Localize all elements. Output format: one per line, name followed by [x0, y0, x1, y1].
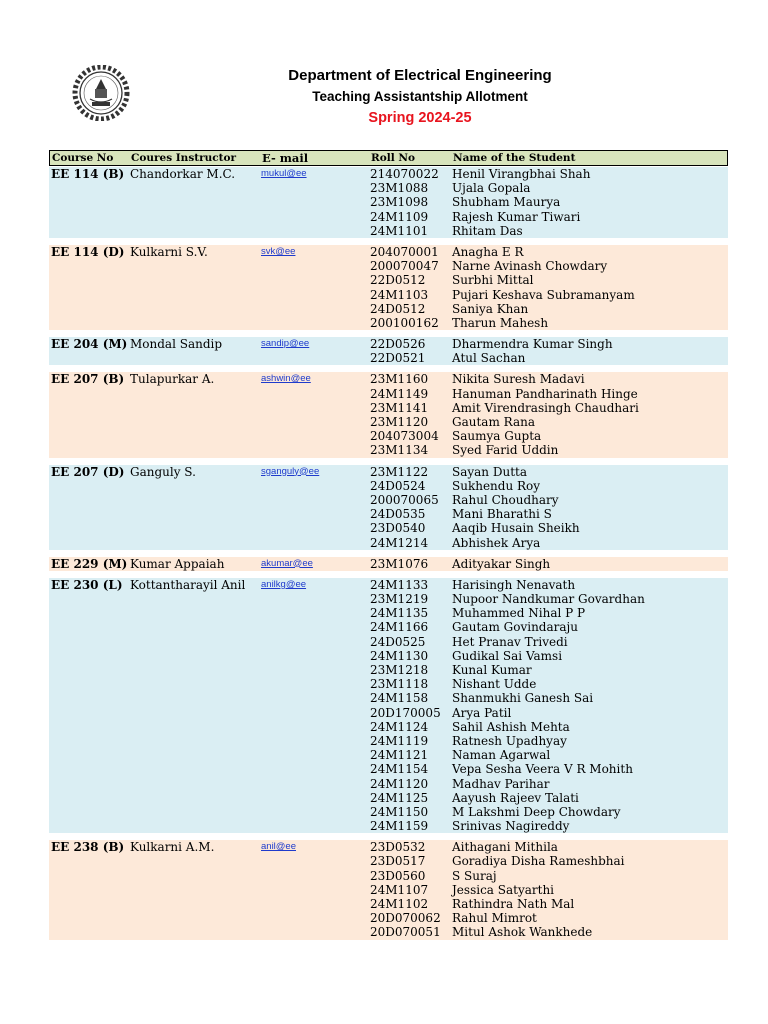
- student-name: Ratnesh Upadhyay: [452, 733, 567, 748]
- course-instructor: Kumar Appaiah: [130, 556, 225, 571]
- student-name: Shubham Maurya: [452, 195, 561, 210]
- instructor-email-link[interactable]: akumar@ee: [261, 557, 313, 569]
- student-name: Naman Agarwal: [452, 748, 551, 763]
- student-row: [370, 288, 728, 302]
- student-row: [370, 777, 728, 791]
- student-list: [370, 245, 728, 330]
- student-roll-number: 204070001: [370, 244, 439, 259]
- institute-logo: [66, 65, 136, 121]
- student-row: [370, 925, 728, 939]
- student-roll-number: 23M1088: [370, 181, 429, 196]
- student-name: Amit Virendrasingh Chaudhari: [452, 400, 639, 415]
- student-name: Rahul Mimrot: [452, 911, 537, 926]
- student-roll-number: 23M1076: [370, 556, 429, 571]
- student-list: [370, 167, 728, 238]
- header-course: Course No: [52, 152, 114, 164]
- course-number: EE 207 (D): [51, 464, 125, 479]
- student-roll-number: 20D170005: [370, 705, 441, 720]
- student-name: Arya Patil: [452, 705, 512, 720]
- course-number: EE 230 (L): [51, 577, 123, 592]
- student-list: [370, 840, 728, 939]
- course-instructor: Tulapurkar A.: [130, 372, 215, 387]
- student-name: Saniya Khan: [452, 301, 529, 316]
- course-block: [49, 337, 728, 365]
- student-row: [370, 195, 728, 209]
- student-name: Mani Bharathi S: [452, 507, 552, 522]
- student-roll-number: 23D0540: [370, 521, 426, 536]
- ta-allotment-table: [49, 150, 728, 940]
- course-block: [49, 167, 728, 238]
- student-name: S Suraj: [452, 868, 497, 883]
- student-roll-number: 24M1154: [370, 762, 429, 777]
- student-row: [370, 372, 728, 386]
- student-name: Harisingh Nenavath: [452, 577, 576, 592]
- student-name: Anagha E R: [452, 244, 524, 259]
- course-instructor: Mondal Sandip: [130, 337, 223, 352]
- student-row: [370, 819, 728, 833]
- student-name: Dharmendra Kumar Singh: [452, 337, 613, 352]
- student-row: [370, 273, 728, 287]
- student-roll-number: 24M1166: [370, 620, 429, 635]
- student-roll-number: 23M1098: [370, 195, 429, 210]
- student-name: Saumya Gupta: [452, 429, 542, 444]
- student-row: [370, 748, 728, 762]
- student-roll-number: 20D070051: [370, 925, 441, 940]
- student-list: [370, 557, 728, 571]
- student-row: [370, 578, 728, 592]
- instructor-email-link[interactable]: ashwin@ee: [261, 373, 311, 385]
- instructor-email-link[interactable]: anil@ee: [261, 841, 296, 853]
- student-roll-number: 24M1159: [370, 819, 429, 834]
- student-name: Syed Farid Uddin: [452, 443, 559, 458]
- student-roll-number: 24D0535: [370, 507, 426, 522]
- student-name: Nupoor Nandkumar Govardhan: [452, 592, 645, 607]
- student-roll-number: 24M1119: [370, 733, 429, 748]
- student-roll-number: 23M1118: [370, 677, 429, 692]
- student-row: [370, 429, 728, 443]
- student-roll-number: 23M1120: [370, 415, 429, 429]
- student-row: [370, 316, 728, 330]
- course-instructor: Ganguly S.: [130, 464, 196, 479]
- table-header-row: [49, 150, 728, 166]
- student-list: [370, 578, 728, 833]
- course-block: [49, 245, 728, 330]
- student-name: Pujari Keshava Subramanyam: [452, 287, 635, 302]
- student-name: Rathindra Nath Mal: [452, 897, 575, 911]
- student-row: [370, 224, 728, 238]
- student-roll-number: 204073004: [370, 429, 439, 444]
- student-name: Shanmukhi Ganesh Sai: [452, 691, 594, 706]
- student-name: Goradiya Disha Rameshbhai: [452, 854, 625, 869]
- course-instructor: Kulkarni A.M.: [130, 840, 215, 855]
- student-row: [370, 762, 728, 776]
- student-row: [370, 635, 728, 649]
- student-roll-number: 23M1218: [370, 663, 429, 677]
- student-row: [370, 854, 728, 868]
- student-roll-number: 24M1101: [370, 223, 429, 238]
- header-name: Name of the Student: [453, 152, 576, 164]
- student-name: M Lakshmi Deep Chowdary: [452, 804, 621, 819]
- student-row: [370, 840, 728, 854]
- student-list: [370, 372, 728, 457]
- course-number: EE 114 (D): [51, 244, 125, 259]
- student-row: [370, 259, 728, 273]
- student-name: Rhitam Das: [452, 223, 523, 238]
- student-roll-number: 22D0526: [370, 337, 426, 352]
- student-row: [370, 883, 728, 897]
- student-roll-number: 24D0525: [370, 634, 426, 649]
- student-roll-number: 24D0524: [370, 478, 426, 493]
- student-roll-number: 22D0512: [370, 273, 426, 288]
- student-roll-number: 24M1103: [370, 287, 429, 302]
- student-roll-number: 24M1124: [370, 719, 429, 734]
- student-name: Ujala Gopala: [452, 181, 531, 196]
- student-name: Kunal Kumar: [452, 663, 532, 677]
- student-list: [370, 337, 728, 365]
- instructor-email-link[interactable]: svk@ee: [261, 245, 296, 257]
- student-row: [370, 677, 728, 691]
- student-row: [370, 897, 728, 911]
- student-row: [370, 536, 728, 550]
- student-row: [370, 443, 728, 457]
- student-roll-number: 23M1160: [370, 372, 429, 387]
- student-name: Nikita Suresh Madavi: [452, 372, 585, 387]
- student-name: Surbhi Mittal: [452, 273, 534, 288]
- document-subtitle: Teaching Assistantship Allotment: [312, 89, 528, 104]
- course-number: EE 229 (M): [51, 556, 128, 571]
- student-name: Henil Virangbhai Shah: [452, 167, 591, 181]
- student-row: [370, 663, 728, 677]
- student-row: [370, 720, 728, 734]
- course-block: [49, 372, 728, 457]
- student-row: [370, 557, 728, 571]
- student-row: [370, 606, 728, 620]
- student-name: Gudikal Sai Vamsi: [452, 648, 563, 663]
- student-row: [370, 521, 728, 535]
- student-name: Aaqib Husain Sheikh: [452, 521, 580, 536]
- course-block: [49, 840, 728, 939]
- student-roll-number: 24M1125: [370, 790, 429, 805]
- student-roll-number: 24D0512: [370, 301, 426, 316]
- student-row: [370, 302, 728, 316]
- student-roll-number: 24M1121: [370, 748, 429, 763]
- student-row: [370, 181, 728, 195]
- course-blocks: [49, 167, 728, 940]
- course-instructor: Kulkarni S.V.: [130, 244, 208, 259]
- header-roll: Roll No: [371, 152, 415, 164]
- student-name: Muhammed Nihal P P: [452, 606, 586, 621]
- student-roll-number: 24M1130: [370, 648, 429, 663]
- student-row: [370, 691, 728, 705]
- student-row: [370, 791, 728, 805]
- student-roll-number: 24M1107: [370, 882, 429, 897]
- student-row: [370, 167, 728, 181]
- course-number: EE 204 (M): [51, 337, 128, 352]
- student-row: [370, 592, 728, 606]
- student-row: [370, 493, 728, 507]
- student-roll-number: 24M1133: [370, 577, 429, 592]
- student-roll-number: 23M1122: [370, 464, 429, 479]
- course-number: EE 238 (B): [51, 840, 125, 855]
- student-name: Sahil Ashish Mehta: [452, 719, 570, 734]
- course-instructor: Chandorkar M.C.: [130, 167, 236, 181]
- student-roll-number: 22D0521: [370, 351, 426, 366]
- student-roll-number: 23D0517: [370, 854, 426, 869]
- student-name: Gautam Rana: [452, 415, 535, 429]
- student-name: Rajesh Kumar Tiwari: [452, 209, 581, 224]
- student-name: Nishant Udde: [452, 677, 537, 692]
- student-row: [370, 479, 728, 493]
- student-roll-number: 24M1149: [370, 386, 429, 401]
- course-block: [49, 557, 728, 571]
- student-name: Vepa Sesha Veera V R Mohith: [452, 762, 633, 777]
- student-list: [370, 465, 728, 550]
- student-roll-number: 24M1120: [370, 776, 429, 791]
- student-roll-number: 23M1219: [370, 592, 429, 607]
- student-name: Aayush Rajeev Talati: [452, 790, 579, 805]
- student-roll-number: 24M1214: [370, 535, 429, 550]
- student-name: Abhishek Arya: [452, 535, 541, 550]
- student-name: Aithagani Mithila: [452, 840, 558, 855]
- student-roll-number: 24M1135: [370, 606, 429, 621]
- student-name: Tharun Mahesh: [452, 315, 549, 330]
- course-block: [49, 578, 728, 833]
- student-row: [370, 649, 728, 663]
- student-row: [370, 245, 728, 259]
- student-row: [370, 734, 728, 748]
- instructor-email-link[interactable]: sganguly@ee: [261, 465, 320, 477]
- instructor-email-link[interactable]: anilkg@ee: [261, 578, 307, 590]
- student-name: Gautam Govindaraju: [452, 620, 578, 635]
- course-instructor: Kottantharayil Anil: [130, 577, 246, 592]
- instructor-email-link[interactable]: sandip@ee: [261, 338, 310, 350]
- student-row: [370, 387, 728, 401]
- student-name: Sukhendu Roy: [452, 478, 541, 493]
- instructor-email-link[interactable]: mukul@ee: [261, 168, 307, 179]
- student-row: [370, 706, 728, 720]
- department-title: Department of Electrical Engineering: [288, 67, 552, 84]
- course-number: EE 114 (B): [51, 167, 125, 181]
- student-roll-number: 20D070062: [370, 911, 441, 926]
- student-row: [370, 210, 728, 224]
- student-roll-number: 23M1134: [370, 443, 429, 458]
- student-row: [370, 415, 728, 429]
- student-name: Srinivas Nagireddy: [452, 819, 570, 834]
- student-name: Mitul Ashok Wankhede: [452, 925, 593, 940]
- student-name: Narne Avinash Chowdary: [452, 259, 608, 274]
- student-roll-number: 24M1150: [370, 804, 429, 819]
- student-row: [370, 620, 728, 634]
- student-row: [370, 911, 728, 925]
- course-block: [49, 465, 728, 550]
- course-number: EE 207 (B): [51, 372, 125, 387]
- student-name: Atul Sachan: [452, 351, 526, 366]
- term-label: Spring 2024-25: [368, 110, 472, 126]
- student-row: [370, 337, 728, 351]
- student-roll-number: 200100162: [370, 315, 439, 330]
- student-name: Hanuman Pandharinath Hinge: [452, 386, 638, 401]
- student-roll-number: 200070047: [370, 259, 439, 274]
- student-row: [370, 507, 728, 521]
- student-name: Rahul Choudhary: [452, 492, 559, 507]
- student-row: [370, 869, 728, 883]
- student-row: [370, 351, 728, 365]
- header-email: E- mail: [262, 151, 309, 165]
- student-roll-number: 24M1109: [370, 209, 429, 224]
- student-roll-number: 24M1158: [370, 691, 429, 706]
- header-instructor: Coures Instructor: [131, 152, 237, 164]
- student-name: Jessica Satyarthi: [452, 882, 555, 897]
- student-name: Sayan Dutta: [452, 464, 527, 479]
- student-roll-number: 23D0532: [370, 840, 426, 855]
- student-name: Het Pranav Trivedi: [452, 634, 568, 649]
- student-roll-number: 214070022: [370, 167, 439, 181]
- student-roll-number: 23D0560: [370, 868, 426, 883]
- student-roll-number: 23M1141: [370, 400, 429, 415]
- student-name: Adityakar Singh: [452, 556, 551, 571]
- student-name: Madhav Parihar: [452, 776, 550, 791]
- student-row: [370, 465, 728, 479]
- student-roll-number: 200070065: [370, 492, 439, 507]
- student-row: [370, 401, 728, 415]
- student-row: [370, 805, 728, 819]
- student-roll-number: 24M1102: [370, 897, 429, 911]
